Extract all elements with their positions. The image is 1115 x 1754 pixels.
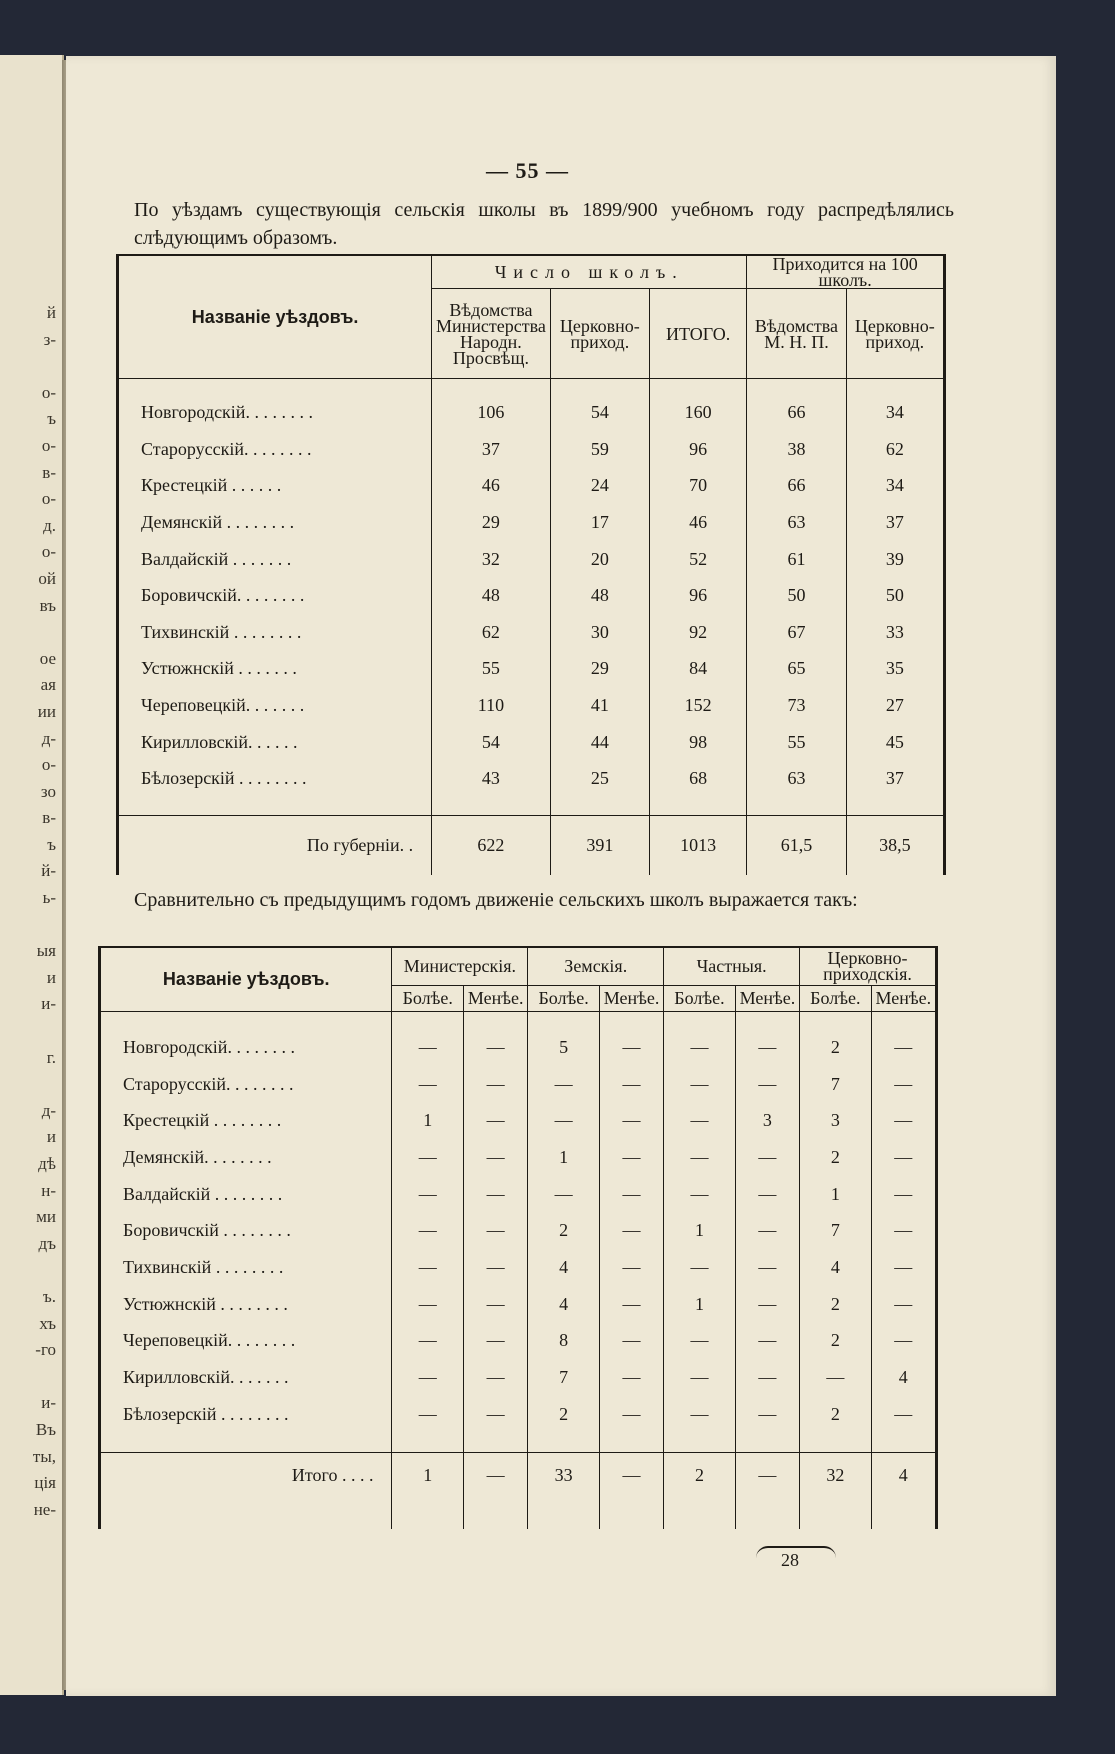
t1-total-min: 622 (432, 815, 550, 875)
t1-cell-min: 62 (432, 614, 550, 651)
t1-cell-total: 98 (650, 724, 747, 761)
t2-more-header: Болѣе. (800, 985, 872, 1011)
t2-total-cell: — (599, 1453, 663, 1499)
t2-district-name: Крестецкій . . . . . . . . (123, 1110, 282, 1131)
t2-cell: — (464, 1066, 528, 1103)
t2-district-name: Демянскій. . . . . . . . (123, 1146, 272, 1167)
t2-cell: 7 (800, 1066, 872, 1103)
t1-district-name: Тихвинскій . . . . . . . . (141, 621, 302, 642)
t1-count-group-header: Число школъ. (432, 255, 747, 289)
t1-row (118, 431, 945, 468)
t1-row (118, 395, 945, 432)
t2-row (100, 1286, 937, 1323)
left-page-fragment: д. (43, 515, 56, 535)
t1-cell-mnp: 63 (747, 504, 846, 541)
t2-cell: — (871, 1212, 936, 1249)
t1-district-name: Валдайскій . . . . . . . (141, 548, 292, 569)
t1-cell-mnp: 66 (747, 468, 846, 505)
t1-cell-cp: 34 (846, 468, 944, 505)
schools-by-district-table (116, 254, 946, 875)
t2-cell: — (735, 1396, 799, 1433)
t2-cell: 2 (528, 1212, 600, 1249)
t2-cell: — (871, 1396, 936, 1433)
left-page-fragment: н- (41, 1180, 56, 1200)
t1-total-total: 1013 (650, 815, 747, 875)
t2-row (100, 1396, 937, 1433)
t2-cell: — (735, 1359, 799, 1396)
t2-cell: — (664, 1323, 736, 1360)
t2-total-cell: — (464, 1453, 528, 1499)
t1-cell-church: 44 (550, 724, 649, 761)
t2-cell: — (735, 1249, 799, 1286)
t1-row (118, 468, 945, 505)
t2-cell: — (528, 1176, 600, 1213)
t1-cell-mnp: 67 (747, 614, 846, 651)
t2-cell: — (392, 1286, 464, 1323)
t2-total-cell: — (735, 1453, 799, 1499)
t1-cell-total: 96 (650, 431, 747, 468)
t2-total-cell: 2 (664, 1453, 736, 1499)
t1-cell-total: 68 (650, 760, 747, 797)
t2-total-row (100, 1453, 937, 1499)
comparison-paragraph: Сравнительно съ предыдущимъ годомъ движеніе сельскихъ школъ выражается такъ: (134, 889, 858, 911)
left-page-fragment: ыя (36, 941, 56, 961)
t1-district-name: Демянскій . . . . . . . . (141, 512, 295, 533)
left-page-fragment: зо (40, 781, 56, 801)
t1-row (118, 541, 945, 578)
t2-cell: — (464, 1396, 528, 1433)
t1-cell-mnp: 50 (747, 577, 846, 614)
t2-cell: — (871, 1249, 936, 1286)
t2-cell: 2 (800, 1323, 872, 1360)
t1-cell-total: 160 (650, 395, 747, 432)
left-page-fragment: и- (41, 994, 56, 1014)
t1-cell-church: 17 (550, 504, 649, 541)
t2-district-name: Валдайскій . . . . . . . . (123, 1183, 283, 1204)
left-page-fragment: и (46, 1127, 56, 1147)
t2-cell: — (599, 1066, 663, 1103)
t2-cell: 1 (800, 1176, 872, 1213)
t2-cell: — (464, 1212, 528, 1249)
t2-cell: — (664, 1029, 736, 1066)
t1-district-name: Крестецкій . . . . . . (141, 475, 282, 496)
t1-cell-total: 70 (650, 468, 747, 505)
t2-row (100, 1139, 937, 1176)
left-page-fragment (16, 1018, 56, 1045)
t1-district-name: Бѣлозерскій . . . . . . . . (141, 768, 307, 789)
t2-cell: 2 (800, 1396, 872, 1433)
intro-paragraph: По уѣздамъ существующія сельскія школы въ 1899/900 учебномъ году распредѣлялись слѣдующимъ образомъ. (134, 199, 954, 249)
t1-cell-church: 48 (550, 577, 649, 614)
t1-cell-church: 41 (550, 687, 649, 724)
t1-cell-min: 29 (432, 504, 550, 541)
t2-row (100, 1102, 937, 1139)
t2-cell: — (528, 1066, 600, 1103)
t2-cell: 2 (800, 1139, 872, 1176)
left-page-text-fragments (16, 300, 56, 1523)
t2-row (100, 1359, 937, 1396)
t2-group-ministry: Министерскія. (392, 947, 528, 985)
t2-group-private: Частныя. (664, 947, 800, 985)
t1-cell-cp: 62 (846, 431, 944, 468)
t2-district-name: Кирилловскій. . . . . . . (123, 1367, 289, 1388)
t1-cell-min: 54 (432, 724, 550, 761)
t2-cell: 1 (392, 1102, 464, 1139)
t2-cell: — (599, 1212, 663, 1249)
left-page-fragment: й- (41, 861, 56, 881)
t1-total-mnp: 61,5 (747, 815, 846, 875)
t1-row (118, 504, 945, 541)
t2-cell: — (599, 1029, 663, 1066)
t1-cell-min: 110 (432, 687, 550, 724)
t2-cell: 7 (800, 1212, 872, 1249)
t1-cell-min: 55 (432, 651, 550, 688)
t1-col-church-per100: Церковно-приход. (846, 289, 944, 379)
t1-cell-min: 43 (432, 760, 550, 797)
t1-district-name: Новгородскій. . . . . . . . (141, 402, 313, 423)
left-page-fragment: д- (41, 728, 56, 748)
t2-row (100, 1066, 937, 1103)
t2-cell: — (464, 1029, 528, 1066)
t2-cell: — (392, 1176, 464, 1213)
t2-cell: — (871, 1286, 936, 1323)
t2-cell: — (464, 1176, 528, 1213)
t2-cell: — (392, 1066, 464, 1103)
left-page-fragment: в- (42, 462, 56, 482)
left-page-fragment: о- (41, 755, 56, 775)
t2-cell: — (664, 1066, 736, 1103)
t2-cell: 4 (871, 1359, 936, 1396)
t1-cell-mnp: 73 (747, 687, 846, 724)
t2-cell: 8 (528, 1323, 600, 1360)
t2-cell: 7 (528, 1359, 600, 1396)
t1-col-mnp-per100: Вѣдомства М. Н. П. (747, 289, 846, 379)
t2-row (100, 1249, 937, 1286)
t1-cell-min: 48 (432, 577, 550, 614)
t1-cell-church: 54 (550, 395, 649, 432)
t2-cell: — (664, 1396, 736, 1433)
t2-more-header: Болѣе. (528, 985, 600, 1011)
t2-cell: — (871, 1323, 936, 1360)
t1-cell-cp: 34 (846, 395, 944, 432)
t1-name-header: Названіе уѣздовъ. (118, 255, 432, 379)
t1-cell-total: 84 (650, 651, 747, 688)
t2-less-header: Менѣе. (464, 985, 528, 1011)
left-page-fragment: ъ (47, 834, 56, 854)
t1-row (118, 724, 945, 761)
t2-less-header: Менѣе. (735, 985, 799, 1011)
t2-total-cell: 1 (392, 1453, 464, 1499)
page (66, 56, 1056, 1696)
t2-cell: 3 (800, 1102, 872, 1139)
t2-cell: — (735, 1286, 799, 1323)
t1-district-name: Старорусскій. . . . . . . . (141, 438, 312, 459)
t2-row (100, 1323, 937, 1360)
t2-cell: 2 (528, 1396, 600, 1433)
t2-total-cell: 4 (871, 1453, 936, 1499)
t2-cell: — (392, 1323, 464, 1360)
t2-cell: — (528, 1102, 600, 1139)
t2-total-cell: 32 (800, 1453, 872, 1499)
left-page-fragment: и- (41, 1393, 56, 1413)
t2-cell: — (392, 1212, 464, 1249)
left-page-fragment (16, 353, 56, 380)
t2-district-name: Бѣлозерскій . . . . . . . . (123, 1403, 289, 1424)
left-page-fragment: о- (41, 489, 56, 509)
t2-cell: — (871, 1066, 936, 1103)
t2-cell: 1 (528, 1139, 600, 1176)
t2-cell: 5 (528, 1029, 600, 1066)
left-page-fragment (16, 619, 56, 646)
t2-cell: — (871, 1029, 936, 1066)
left-page-fragment: ми (36, 1207, 56, 1227)
t2-total-label: Итого . . . . (291, 1465, 374, 1486)
t1-cell-cp: 45 (846, 724, 944, 761)
t2-less-header: Менѣе. (599, 985, 663, 1011)
t1-cell-total: 46 (650, 504, 747, 541)
t2-cell: — (735, 1139, 799, 1176)
t2-cell: — (735, 1323, 799, 1360)
t2-district-name: Череповецкій. . . . . . . . (123, 1330, 296, 1351)
t2-cell: — (599, 1139, 663, 1176)
t2-cell: — (464, 1102, 528, 1139)
left-page-fragment: ое (39, 648, 56, 668)
t1-district-name: Череповецкій. . . . . . . (141, 695, 305, 716)
t1-col-total: ИТОГО. (650, 289, 747, 379)
page-number: — 55 — (486, 158, 569, 183)
left-page-fragment (16, 1257, 56, 1284)
t1-cell-mnp: 66 (747, 395, 846, 432)
t2-cell: — (599, 1396, 663, 1433)
left-page-fragment: з- (43, 329, 56, 349)
t2-district-name: Новгородскій. . . . . . . . (123, 1036, 295, 1057)
t2-cell: — (599, 1176, 663, 1213)
t2-cell: 3 (735, 1102, 799, 1139)
t1-cell-cp: 27 (846, 687, 944, 724)
t1-row (118, 614, 945, 651)
t2-cell: — (735, 1029, 799, 1066)
t2-more-header: Болѣе. (664, 985, 736, 1011)
left-page-fragment (16, 1071, 56, 1098)
t1-cell-mnp: 55 (747, 724, 846, 761)
t1-district-name: Боровичскій. . . . . . . . (141, 585, 305, 606)
t1-cell-church: 25 (550, 760, 649, 797)
t2-cell: — (735, 1176, 799, 1213)
t2-cell: — (464, 1249, 528, 1286)
t2-cell: 1 (664, 1212, 736, 1249)
t1-total-church: 391 (550, 815, 649, 875)
t1-cell-church: 30 (550, 614, 649, 651)
t2-total-cell: 33 (528, 1453, 600, 1499)
t2-cell: — (664, 1176, 736, 1213)
t2-cell: 2 (800, 1286, 872, 1323)
t2-cell: — (392, 1249, 464, 1286)
left-page-fragment: ція (34, 1473, 56, 1493)
t1-total-row (118, 815, 945, 875)
t2-cell: 1 (664, 1286, 736, 1323)
t1-col-church: Церковно-приход. (550, 289, 649, 379)
t1-total-cp: 38,5 (846, 815, 944, 875)
t1-cell-cp: 35 (846, 651, 944, 688)
t2-cell: 2 (800, 1029, 872, 1066)
t2-cell: — (735, 1212, 799, 1249)
t2-cell: — (599, 1249, 663, 1286)
t2-cell: — (464, 1139, 528, 1176)
t1-col-ministry: Вѣдомства Министерства Народн. Просвѣщ. (432, 289, 550, 379)
left-page-fragment: о- (41, 382, 56, 402)
left-page-fragment: д- (41, 1100, 56, 1120)
t1-cell-min: 106 (432, 395, 550, 432)
left-page-fragment: в- (42, 808, 56, 828)
left-page-edge (0, 55, 64, 1695)
t2-cell: — (664, 1249, 736, 1286)
t1-total-label: По губерніи. . (306, 834, 414, 855)
left-page-fragment: ъ (47, 409, 56, 429)
t1-cell-church: 59 (550, 431, 649, 468)
t2-cell: — (871, 1139, 936, 1176)
t1-row (118, 577, 945, 614)
left-page-fragment (16, 1364, 56, 1391)
t2-cell: 4 (800, 1249, 872, 1286)
left-page-fragment: и (46, 967, 56, 987)
left-page-fragment: о- (41, 435, 56, 455)
left-page-fragment: дѣ (38, 1154, 56, 1173)
t2-cell: — (392, 1396, 464, 1433)
left-page-fragment: ъ. (42, 1286, 56, 1306)
t1-cell-total: 52 (650, 541, 747, 578)
t2-cell: — (664, 1359, 736, 1396)
t1-cell-total: 92 (650, 614, 747, 651)
t2-district-name: Устюжнскій . . . . . . . . (123, 1293, 288, 1314)
t1-row (118, 760, 945, 797)
t1-cell-min: 37 (432, 431, 550, 468)
left-page-fragment: о- (41, 542, 56, 562)
t2-cell: — (599, 1359, 663, 1396)
t1-cell-cp: 50 (846, 577, 944, 614)
left-page-fragment: ты, (32, 1446, 56, 1466)
t2-cell: — (392, 1359, 464, 1396)
t1-per100-group-header: Приходится на 100 школъ. (747, 255, 945, 289)
t1-district-name: Устюжнскій . . . . . . . (141, 658, 297, 679)
t2-cell: — (664, 1139, 736, 1176)
left-page-fragment: г. (46, 1047, 56, 1067)
t2-cell: — (464, 1286, 528, 1323)
left-page-fragment: дъ (38, 1233, 56, 1253)
t2-cell: 4 (528, 1286, 600, 1323)
t2-cell: — (464, 1323, 528, 1360)
t2-cell: — (599, 1286, 663, 1323)
t2-name-header: Названіе уѣздовъ. (100, 947, 392, 1011)
t2-district-name: Боровичскій . . . . . . . . (123, 1220, 291, 1241)
t1-cell-cp: 33 (846, 614, 944, 651)
t2-cell: — (871, 1176, 936, 1213)
t2-cell: — (599, 1102, 663, 1139)
t2-cell: — (871, 1102, 936, 1139)
t2-cell: — (464, 1359, 528, 1396)
t2-more-header: Болѣе. (392, 985, 464, 1011)
left-page-fragment: ая (40, 675, 56, 695)
t1-cell-mnp: 61 (747, 541, 846, 578)
left-page-fragment: ой (38, 568, 56, 588)
t2-row (100, 1212, 937, 1249)
t1-cell-mnp: 65 (747, 651, 846, 688)
left-page-fragment: хъ (39, 1313, 56, 1333)
t2-cell: — (735, 1066, 799, 1103)
t1-cell-min: 32 (432, 541, 550, 578)
t2-cell: — (392, 1029, 464, 1066)
t1-row (118, 687, 945, 724)
left-page-fragment: ии (37, 701, 56, 721)
t1-cell-church: 20 (550, 541, 649, 578)
t1-row (118, 651, 945, 688)
t2-cell: — (392, 1139, 464, 1176)
t1-cell-mnp: 63 (747, 760, 846, 797)
t2-cell: 4 (528, 1249, 600, 1286)
net-parish-total: 28 (781, 1550, 799, 1570)
t2-cell: — (664, 1102, 736, 1139)
t2-group-zemstvo: Земскія. (528, 947, 664, 985)
t2-less-header: Менѣе. (871, 985, 936, 1011)
left-page-fragment: -го (35, 1340, 56, 1360)
left-page-fragment: й (46, 303, 56, 322)
t1-cell-cp: 37 (846, 760, 944, 797)
left-page-fragment: Въ (35, 1419, 56, 1439)
t2-row (100, 1176, 937, 1213)
t1-cell-church: 24 (550, 468, 649, 505)
t1-cell-church: 29 (550, 651, 649, 688)
t1-cell-cp: 39 (846, 541, 944, 578)
t2-row (100, 1029, 937, 1066)
t1-cell-cp: 37 (846, 504, 944, 541)
t1-cell-mnp: 38 (747, 431, 846, 468)
left-page-fragment: не- (33, 1499, 56, 1519)
t2-district-name: Старорусскій. . . . . . . . (123, 1073, 294, 1094)
t1-cell-min: 46 (432, 468, 550, 505)
t1-district-name: Кирилловскій. . . . . . (141, 731, 298, 752)
t2-cell: — (599, 1323, 663, 1360)
t2-district-name: Тихвинскій . . . . . . . . (123, 1256, 284, 1277)
t2-group-parish: Церковно-приходскія. (800, 947, 937, 985)
left-page-fragment (16, 912, 56, 939)
t1-cell-total: 152 (650, 687, 747, 724)
left-page-fragment: ь- (42, 888, 56, 908)
t2-cell: — (800, 1359, 872, 1396)
school-change-table (98, 946, 938, 1529)
t1-cell-total: 96 (650, 577, 747, 614)
left-page-fragment: въ (39, 595, 56, 615)
